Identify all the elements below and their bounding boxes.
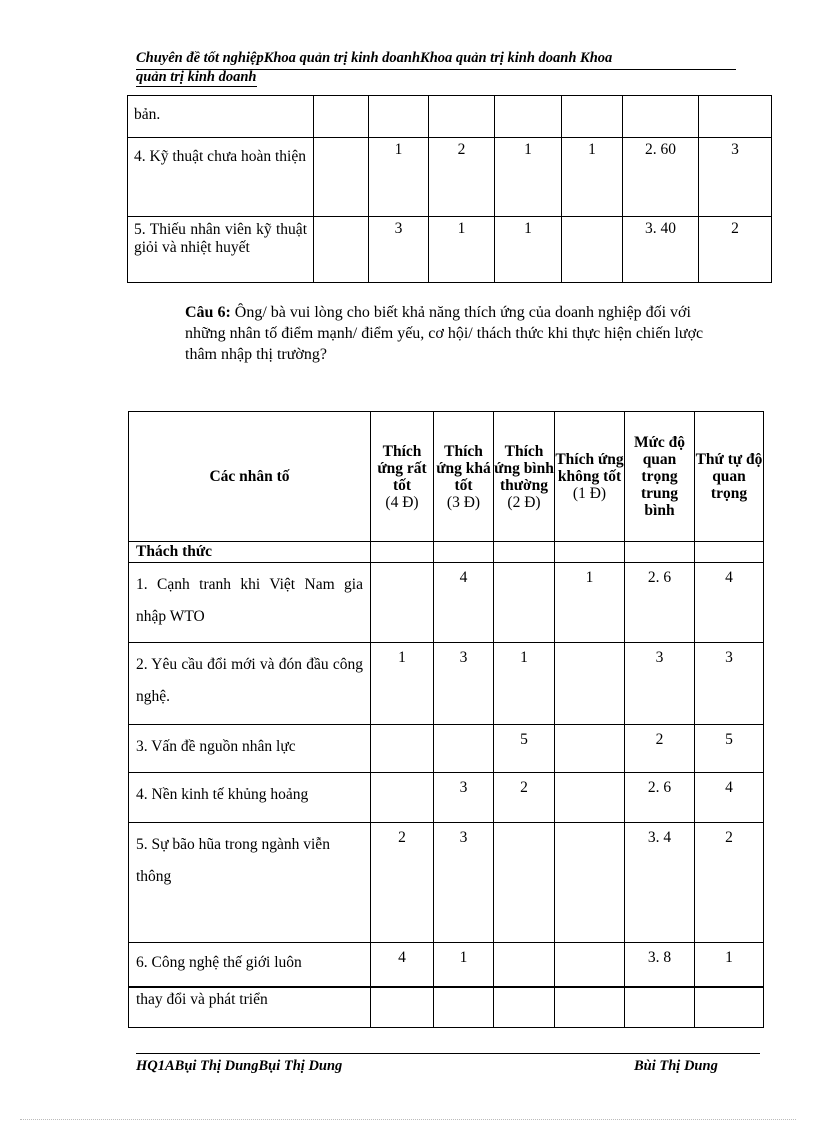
adaptability-table <box>128 411 764 1028</box>
table-row <box>128 217 772 283</box>
row-label: 3. Vấn đề nguồn nhân lực <box>129 725 371 773</box>
cell: 5 <box>494 725 555 773</box>
header-col5: Mức độ quan trọng trung bình <box>625 412 695 542</box>
header-line-2: quản trị kinh doanh <box>136 69 257 85</box>
row-label: 5. Sự bão hũa trong ngành viễn thông <box>129 823 371 943</box>
cell: 4 <box>434 563 494 643</box>
cell: 2 <box>625 725 695 773</box>
cell: 1 <box>495 217 562 283</box>
cell <box>369 96 429 138</box>
cell <box>434 725 494 773</box>
cell <box>695 987 764 1028</box>
cell: 3 <box>434 773 494 823</box>
row-label: 4. Nền kinh tế khủng hoảng <box>129 773 371 823</box>
cell: 2 <box>429 138 495 217</box>
row-label: 6. Công nghệ thế giới luôn <box>129 943 371 987</box>
footer-rule <box>136 1053 760 1054</box>
cell <box>699 96 772 138</box>
cell: 1 <box>695 943 764 987</box>
cell: 3 <box>699 138 772 217</box>
cell: 1 <box>562 138 623 217</box>
cell <box>494 987 555 1028</box>
question-text: Ông/ bà vui lòng cho biết khả năng thích ứng của doanh nghiệp đối với những nhân tố điểm mạnh/ điểm yếu, cơ hội/ thách thức khi thực hiện chiến lược thâm nhập thị trường? <box>185 304 704 363</box>
cell: 3. 4 <box>625 823 695 943</box>
page-edge <box>20 1119 796 1120</box>
header-line-1: Chuyên đề tốt nghiệpKhoa quản trị kinh doanhKhoa quản trị kinh doanh Khoa <box>136 50 613 66</box>
cell: 2. 60 <box>623 138 699 217</box>
cell: 2 <box>699 217 772 283</box>
weakness-table <box>127 95 772 283</box>
cell: 1 <box>555 563 625 643</box>
header-col3: Thích ứng bình thường (2 Đ) <box>494 412 555 542</box>
table-row <box>128 96 772 138</box>
cell: 4 <box>371 943 434 987</box>
question-paragraph <box>136 302 734 365</box>
table-row <box>129 773 764 823</box>
table-row <box>129 987 764 1028</box>
cell <box>494 563 555 643</box>
header-col4: Thích ứng không tốt (1 Đ) <box>555 412 625 542</box>
cell: 3 <box>369 217 429 283</box>
cell <box>625 987 695 1028</box>
cell: 2 <box>695 823 764 943</box>
table-row <box>129 943 764 987</box>
header-col2: Thích ứng khá tốt (3 Đ) <box>434 412 494 542</box>
cell <box>555 943 625 987</box>
footer-right: Bùi Thị Dung <box>634 1058 718 1074</box>
cell <box>371 725 434 773</box>
cell <box>562 96 623 138</box>
row-label: bản. <box>128 96 314 138</box>
cell <box>495 96 562 138</box>
cell <box>371 563 434 643</box>
cell <box>555 725 625 773</box>
question-label: Câu 6: <box>185 304 231 321</box>
cell <box>562 217 623 283</box>
cell: 1 <box>434 943 494 987</box>
cell <box>555 643 625 725</box>
cell: 1 <box>369 138 429 217</box>
cell <box>494 943 555 987</box>
cell: 2. 6 <box>625 773 695 823</box>
cell <box>623 96 699 138</box>
table-row <box>129 563 764 643</box>
footer-left: HQ1ABụi Thị DungBụi Thị Dung <box>136 1058 343 1074</box>
row-label: 5. Thiếu nhân viên kỹ thuật giỏi và nhiệt huyết <box>128 217 314 283</box>
cell <box>314 96 369 138</box>
table-row <box>129 643 764 725</box>
header-factor: Các nhân tố <box>129 412 371 542</box>
cell: 2 <box>494 773 555 823</box>
row-label: 2. Yêu cầu đổi mới và đón đầu công nghệ. <box>129 643 371 725</box>
header-col1: Thích ứng rất tốt (4 Đ) <box>371 412 434 542</box>
cell: 3 <box>625 643 695 725</box>
cell: 3 <box>695 643 764 725</box>
row-label: thay đổi và phát triển <box>129 987 371 1028</box>
cell <box>555 773 625 823</box>
table-row <box>128 138 772 217</box>
section-label: Thách thức <box>129 542 371 563</box>
table-header-row <box>129 412 764 542</box>
cell <box>555 823 625 943</box>
cell: 1 <box>494 643 555 725</box>
cell <box>494 823 555 943</box>
cell <box>314 138 369 217</box>
cell <box>429 96 495 138</box>
row-label: 4. Kỹ thuật chưa hoàn thiện <box>128 138 314 217</box>
cell <box>314 217 369 283</box>
page-header <box>136 50 736 85</box>
header-col6: Thứ tự độ quan trọng <box>695 412 764 542</box>
cell <box>371 987 434 1028</box>
cell: 1 <box>429 217 495 283</box>
cell: 2 <box>371 823 434 943</box>
row-label: 1. Cạnh tranh khi Việt Nam gia nhập WTO <box>129 563 371 643</box>
cell: 4 <box>695 773 764 823</box>
cell <box>434 987 494 1028</box>
cell <box>371 773 434 823</box>
cell: 3 <box>434 643 494 725</box>
cell: 1 <box>371 643 434 725</box>
cell: 4 <box>695 563 764 643</box>
cell: 3. 8 <box>625 943 695 987</box>
table-row <box>129 725 764 773</box>
cell: 1 <box>495 138 562 217</box>
table-row <box>129 823 764 943</box>
cell: 5 <box>695 725 764 773</box>
cell: 3. 40 <box>623 217 699 283</box>
cell: 3 <box>434 823 494 943</box>
section-row <box>129 542 764 563</box>
cell: 2. 6 <box>625 563 695 643</box>
cell <box>555 987 625 1028</box>
